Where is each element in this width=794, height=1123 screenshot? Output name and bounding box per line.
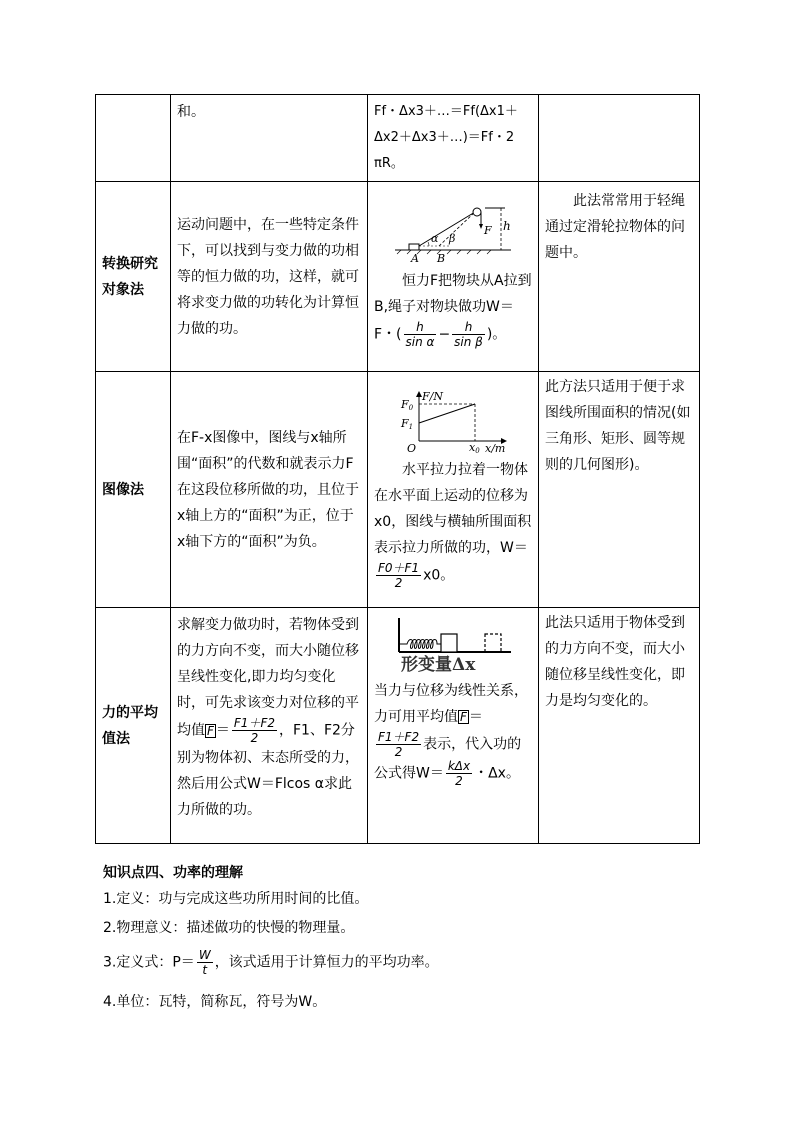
method-name: 力的平均值法: [96, 608, 171, 844]
axis-label-y: F/N: [422, 391, 443, 403]
label-F: F: [484, 224, 492, 237]
f-x-graph: [397, 391, 509, 453]
formula-part: −: [438, 326, 451, 343]
fraction-den: 2: [250, 731, 259, 745]
method-name: 图像法: [96, 372, 171, 608]
label-F0: F0: [401, 398, 414, 412]
description-text: 在F-x图像中，图线与x轴所围“面积”的代数和就表示力F在这段位移所做的功，且位于x轴上方的“面积”为正，位于x轴下方的“面积”为负。: [171, 372, 368, 608]
fraction-den: 2: [394, 576, 403, 590]
fraction: [376, 730, 421, 759]
note-text: 此方法只适用于便于求图线所围面积的情况(如三角形、矩形、圆等规则的几何图形)。: [539, 372, 700, 608]
description-text: 求解变力做功时，若物体受到的力方向不变，而大小随位移呈线性变化,即力均匀变化时，可先求该变力对位移的平均值: [177, 617, 359, 739]
fraction-den: t: [202, 963, 208, 977]
fraction-den: sin α: [405, 335, 435, 349]
fraction-num: F1＋F2: [378, 730, 420, 744]
fraction-num: W: [198, 948, 211, 962]
work-formula: [374, 561, 532, 590]
example-line: Δx2＋Δx3＋…)＝Ff・2: [374, 130, 515, 145]
table-row: [96, 182, 700, 372]
fraction-den: 2: [394, 745, 403, 759]
example-text-part: ・Δx。: [474, 765, 520, 782]
example-text: [374, 730, 532, 788]
fraction: [404, 320, 437, 349]
example-cell: [368, 372, 539, 608]
note-text: 此法只适用于物体受到的力方向不变，而大小随位移呈线性变化，即力是均匀变化的。: [539, 608, 700, 844]
fraction-den: 2: [455, 774, 463, 788]
axis-label-x: x/m: [485, 442, 506, 453]
example-text: 水平拉力拉着一物体在水平面上运动的位移为x0，图线与横轴所围面积表示拉力所做的功，W＝: [374, 462, 532, 556]
description-cell: [171, 608, 368, 844]
fraction: [452, 320, 485, 349]
example-cell: [368, 182, 539, 372]
label-h: h: [503, 219, 511, 233]
fraction: [197, 948, 213, 977]
description-text: 和。: [177, 104, 205, 120]
label-A: A: [411, 252, 419, 264]
section-title: 知识点四、功率的理解: [103, 865, 243, 881]
work-formula: [374, 320, 532, 349]
formula-part: ＝: [215, 722, 230, 739]
example-text-part: 当力与位移为线性关系，力可用平均值: [374, 683, 528, 725]
fraction: [376, 561, 421, 590]
spring-caption: 形变量Δx: [401, 655, 476, 674]
example-text: 恒力F把物块从A拉到B,绳子对物块做功W＝: [374, 273, 532, 315]
formula-part: x0。: [423, 567, 455, 584]
fraction: [446, 759, 472, 788]
section-item-formula: [103, 948, 439, 977]
fraction: [232, 716, 277, 745]
average-force-symbol: F: [207, 723, 214, 738]
fraction-num: kΔx: [447, 759, 471, 773]
fraction-num: h: [452, 320, 485, 335]
formula-part: )。: [486, 326, 507, 343]
fraction-num: F1＋F2: [233, 716, 275, 730]
fraction-num: h: [404, 320, 437, 335]
example-text-part: 表示，代入功的公式得W＝: [374, 736, 522, 782]
description-text: ，F1、F2分别为物体初、末态所受的力，然后用公式W＝Flcos α求此力所做的功。: [177, 722, 359, 818]
section-item-definition: 1.定义：功与完成这些功所用时间的比值。: [103, 891, 369, 907]
description-text: 运动问题中，在一些特定条件下，可以找到与变力做的功相等的恒力做的功，这样，就可将求变力做的功转化为计算恒力做的功。: [171, 182, 368, 372]
formula-part: ，该式适用于计算恒力的平均功率。: [214, 954, 439, 971]
example-line: πR。: [374, 156, 404, 171]
table-row: [96, 95, 700, 182]
section-item-meaning: 2.物理意义：描述做功的快慢的物理量。: [103, 920, 355, 936]
method-cell: [96, 95, 171, 182]
note-text: 此法常常用于轻绳通过定滑轮拉物体的问题中。: [539, 182, 700, 372]
label-F1: F1: [401, 417, 414, 431]
formula-part: ＝: [468, 709, 483, 725]
average-force-symbol: F: [460, 710, 467, 724]
label-x0: x0: [469, 441, 480, 453]
pulley-diagram: [393, 206, 513, 264]
spring-diagram: [393, 614, 513, 674]
label-beta: β: [449, 232, 456, 245]
table-row: [96, 608, 700, 844]
fraction-den: sin β: [454, 335, 483, 349]
example-cell: [368, 95, 539, 182]
description-cell: [171, 95, 368, 182]
example-text: [374, 678, 532, 730]
methods-table: [95, 94, 700, 844]
label-B: B: [437, 252, 446, 264]
method-name: 转换研究对象法: [96, 182, 171, 372]
section-item-unit: 4.单位：瓦特，简称瓦，符号为W。: [103, 994, 327, 1010]
formula-part: 3.定义式：P＝: [103, 954, 195, 971]
label-O: O: [407, 442, 417, 453]
formula-part: F・(: [374, 326, 402, 343]
example-line: Ff・Δx3＋…＝Ff(Δx1＋: [374, 104, 518, 119]
example-cell: [368, 608, 539, 844]
fraction-num: F0＋F1: [378, 561, 420, 575]
note-cell: [539, 95, 700, 182]
label-alpha: α: [431, 232, 439, 245]
table-row: [96, 372, 700, 608]
